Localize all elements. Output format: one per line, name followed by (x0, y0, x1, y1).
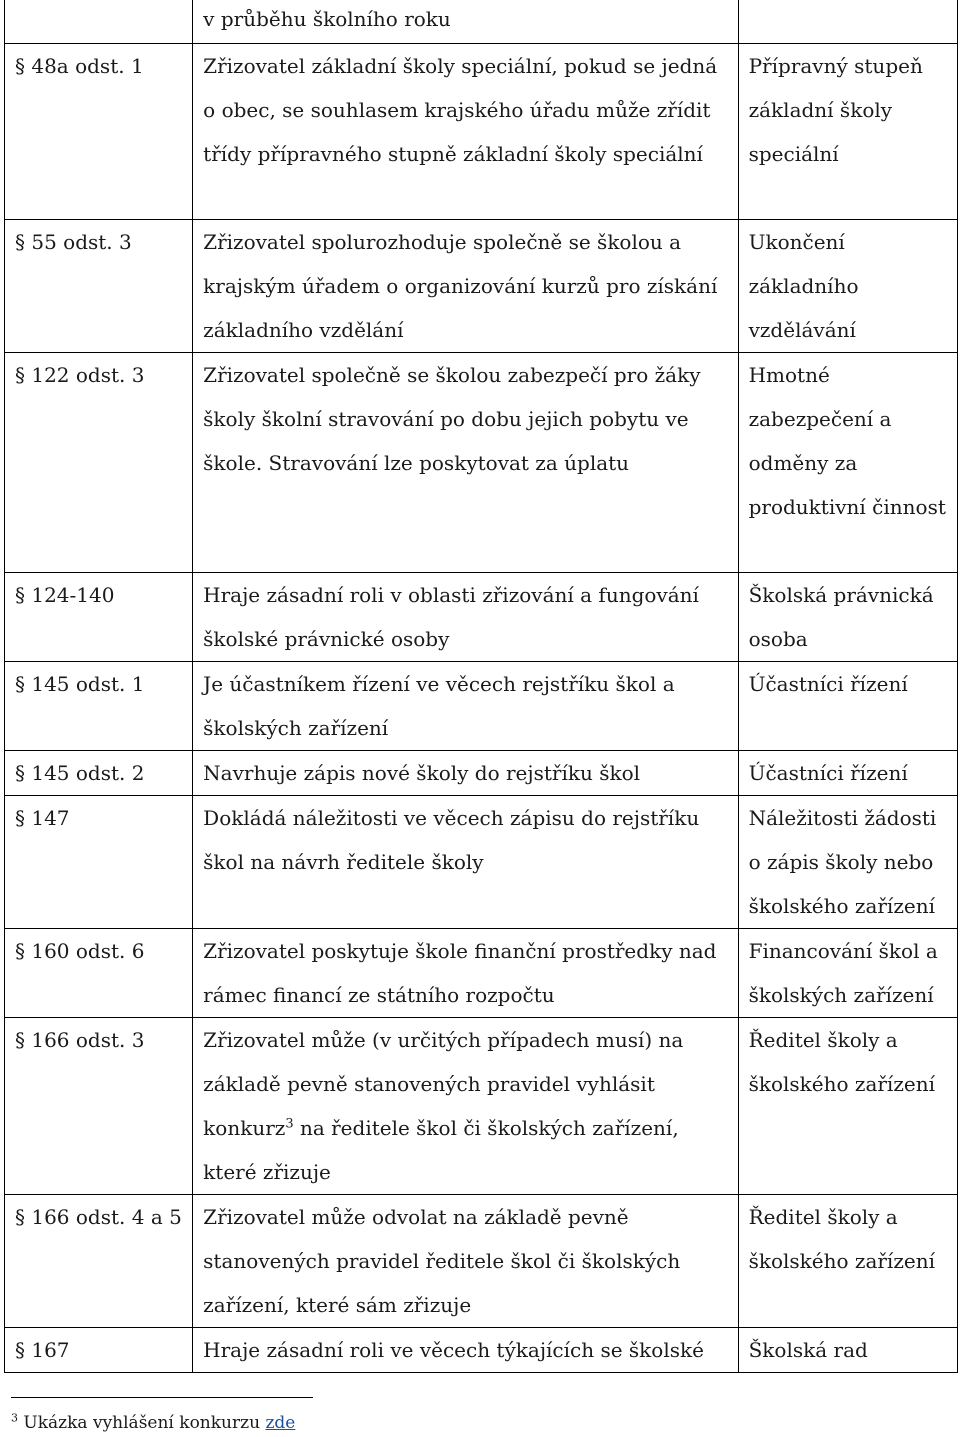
table-row (5, 750, 958, 795)
footnote-number: 3 (11, 1411, 18, 1425)
topic-cell: Ukončení základního vzdělávání (738, 219, 957, 352)
description-cell: Hraje zásadní roli v oblasti zřizování a fungování školské právnické osoby (193, 572, 738, 661)
description-text: Zřizovatel může (v určitých případech musí) na základě pevně stanovených pravidel vyhlásit konkurz (203, 1027, 684, 1140)
description-cell: Dokládá náležitosti ve věcech zápisu do rejstříku škol na návrh ředitele školy (193, 795, 738, 928)
description-cell: Zřizovatel společně se školou zabezpečí pro žáky školy školní stravování po dobu jejich pobytu ve škole. Stravování lze poskytovat za úplatu (193, 352, 738, 572)
paragraph-cell (5, 0, 193, 43)
footnote-link[interactable]: zde (265, 1413, 296, 1433)
table-row (5, 352, 958, 572)
footnote-text: Ukázka vyhlášení konkurzu (23, 1413, 266, 1433)
paragraph-cell: § 166 odst. 4 a 5 (5, 1194, 193, 1327)
footnote (11, 1411, 295, 1435)
paragraph-cell: § 124-140 (5, 572, 193, 661)
paragraph-cell: § 122 odst. 3 (5, 352, 193, 572)
description-cell: Zřizovatel základní školy speciální, pokud se jedná o obec, se souhlasem krajského úřadu může zřídit třídy přípravného stupně základní školy speciální (193, 43, 738, 219)
description-cell: Zřizovatel může odvolat na základě pevně stanovených pravidel ředitele škol či školských zařízení, které sám zřizuje (193, 1194, 738, 1327)
legislation-table (4, 0, 958, 1373)
description-cell: Zřizovatel poskytuje škole finanční prostředky nad rámec financí ze státního rozpočtu (193, 928, 738, 1017)
table-row (5, 0, 958, 43)
table-row (5, 1194, 958, 1327)
topic-cell: Financování škol a školských zařízení (738, 928, 957, 1017)
table-row (5, 795, 958, 928)
description-cell: Hraje zásadní roli ve věcech týkajících se školské (193, 1327, 738, 1372)
topic-cell (738, 0, 957, 43)
footnote-separator (11, 1397, 313, 1398)
topic-cell: Ředitel školy a školského zařízení (738, 1194, 957, 1327)
description-cell: v průběhu školního roku (193, 0, 738, 43)
description-cell (193, 1017, 738, 1194)
description-cell: Zřizovatel spolurozhoduje společně se školou a krajským úřadem o organizování kurzů pro získání základního vzdělání (193, 219, 738, 352)
topic-cell: Školská rad (738, 1327, 957, 1372)
table-row (5, 572, 958, 661)
topic-cell: Náležitosti žádosti o zápis školy nebo školského zařízení (738, 795, 957, 928)
paragraph-cell: § 147 (5, 795, 193, 928)
table-row (5, 661, 958, 750)
table-row (5, 43, 958, 219)
table-row (5, 928, 958, 1017)
paragraph-cell: § 48a odst. 1 (5, 43, 193, 219)
paragraph-cell: § 55 odst. 3 (5, 219, 193, 352)
topic-cell: Školská právnická osoba (738, 572, 957, 661)
paragraph-cell: § 145 odst. 1 (5, 661, 193, 750)
topic-cell: Ředitel školy a školského zařízení (738, 1017, 957, 1194)
topic-cell: Hmotné zabezpečení a odměny za produktivní činnost (738, 352, 957, 572)
paragraph-cell: § 167 (5, 1327, 193, 1372)
paragraph-cell: § 145 odst. 2 (5, 750, 193, 795)
topic-cell: Účastníci řízení (738, 661, 957, 750)
topic-cell: Účastníci řízení (738, 750, 957, 795)
topic-cell: Přípravný stupeň základní školy speciální (738, 43, 957, 219)
table-row (5, 219, 958, 352)
description-cell: Navrhuje zápis nové školy do rejstříku škol (193, 750, 738, 795)
table-row (5, 1017, 958, 1194)
footnote-ref[interactable]: 3 (285, 1115, 294, 1131)
paragraph-cell: § 160 odst. 6 (5, 928, 193, 1017)
description-cell: Je účastníkem řízení ve věcech rejstříku škol a školských zařízení (193, 661, 738, 750)
paragraph-cell: § 166 odst. 3 (5, 1017, 193, 1194)
description-text: na ředitele škol či školských zařízení, které zřizuje (203, 1115, 679, 1184)
table-row (5, 1327, 958, 1372)
